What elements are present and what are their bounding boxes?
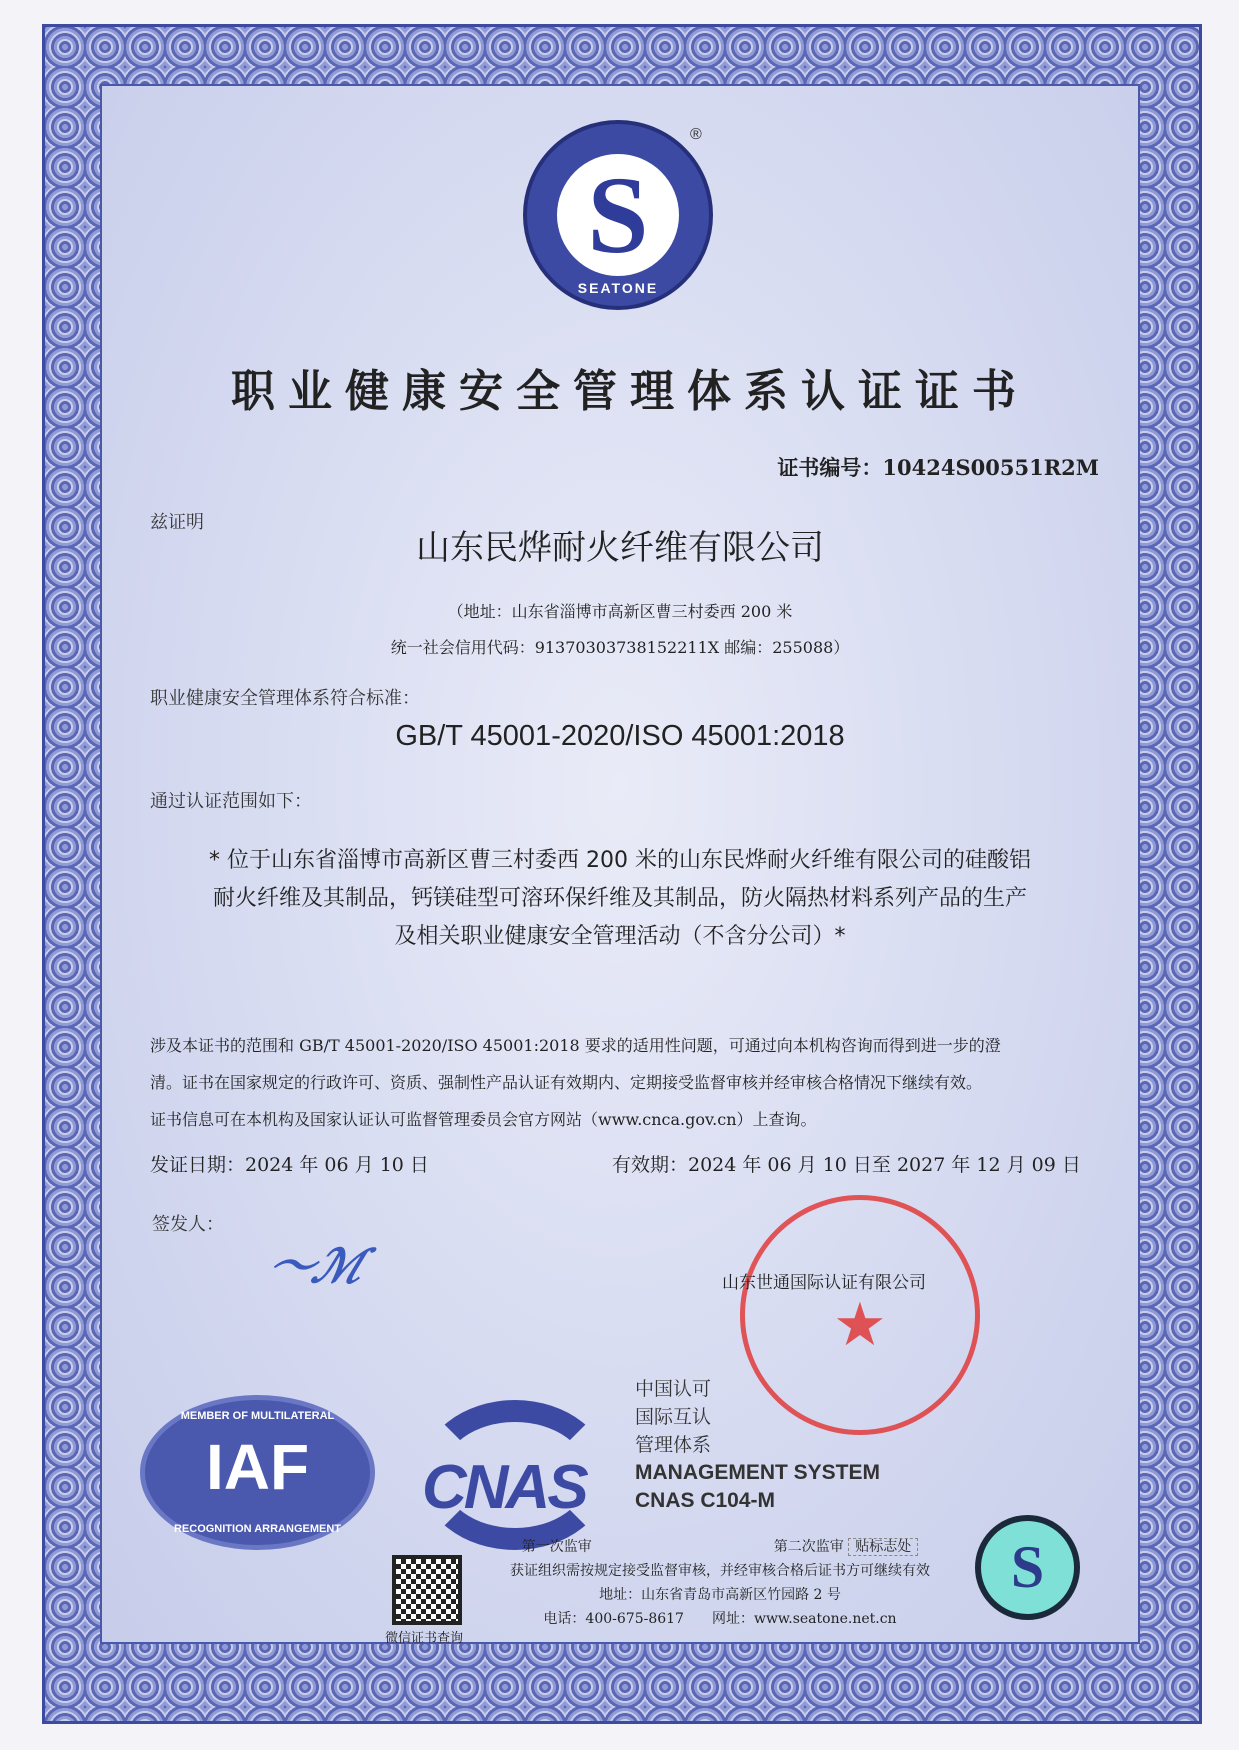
notice-line: 清。证书在国家规定的行政许可、资质、强制性产品认证有效期内、定期接受监督审核并经审核合格情况下继续有效。: [150, 1073, 983, 1092]
cnas-logo: CNAS: [420, 1400, 610, 1550]
sticker-area: 贴标志处: [848, 1538, 918, 1556]
standard-label: 职业健康安全管理体系符合标准：: [150, 688, 420, 709]
cnas-text: 中国认可 国际互认 管理体系 MANAGEMENT SYSTEM CNAS C104-M: [635, 1378, 881, 1512]
qr-label: 微信证书查询: [385, 1631, 464, 1646]
validity-period: 有效期：2024 年 06 月 10 日至 2027 年 12 月 09 日: [612, 1154, 1081, 1176]
iaf-logo: MEMBER OF MULTILATERAL IAF RECOGNITION ARRANGEMENT: [140, 1395, 375, 1550]
certificate-number: [777, 452, 1099, 482]
footer-website: 网址：www.seatone.net.cn: [711, 1611, 897, 1627]
scope-label: 通过认证范围如下：: [150, 791, 312, 812]
issuer-name: 山东世通国际认证有限公司: [722, 1273, 926, 1293]
star-icon: ★: [833, 1290, 887, 1360]
signature: 〜ℳ: [259, 1241, 374, 1292]
scope-line: * 位于山东省淄博市高新区曹三村委西 200 米的山东民烨耐火纤维有限公司的硅酸铝: [209, 848, 1031, 873]
signer-label: 签发人：: [152, 1214, 224, 1235]
footer-info: [480, 1535, 960, 1631]
hologram-seal: S: [975, 1515, 1080, 1620]
footer-rule: 获证组织需按规定接受监督审核，并经审核合格后证书方可继续有效: [510, 1563, 930, 1579]
seatone-logo: S SEATONE: [523, 120, 713, 310]
qr-code[interactable]: [392, 1555, 462, 1625]
credit-code-line: 统一社会信用代码：91370303738152211X 邮编：255088）: [390, 638, 850, 657]
notice-text: [150, 1027, 1100, 1138]
issue-date: 发证日期：2024 年 06 月 10 日: [150, 1154, 429, 1176]
company-name: 山东民烨耐火纤维有限公司: [416, 528, 824, 568]
second-audit-label: 第二次监审: [773, 1539, 844, 1555]
certify-label: 兹证明: [150, 512, 204, 533]
scope-line: 耐火纤维及其制品，钙镁硅型可溶环保纤维及其制品，防火隔热材料系列产品的生产: [212, 886, 1027, 911]
certificate-title: 职业健康安全管理体系认证证书: [231, 366, 1029, 417]
notice-line: 证书信息可在本机构及国家认证认可监督管理委员会官方网站（www.cnca.gov.cn）上查询。: [150, 1110, 817, 1129]
company-address: [160, 594, 1080, 666]
certification-scope: [160, 842, 1080, 956]
first-audit-label: 第一次监审: [521, 1539, 592, 1555]
standard: GB/T 45001-2020/ISO 45001:2018: [395, 720, 845, 752]
registered-mark: ®: [690, 126, 702, 143]
cert-no-label: 证书编号：: [777, 455, 883, 480]
cert-no-value: 10424S00551R2M: [882, 455, 1099, 480]
notice-line: 涉及本证书的范围和 GB/T 45001-2020/ISO 45001:2018 要求的适用性问题，可通过向本机构咨询而得到进一步的澄: [150, 1036, 1001, 1055]
address-line: （地址：山东省淄博市高新区曹三村委西 200 米: [447, 602, 793, 621]
footer-address: 地址：山东省青岛市高新区竹园路 2 号: [599, 1587, 841, 1603]
scope-line: 及相关职业健康安全管理活动（不含分公司）*: [394, 924, 846, 949]
footer-phone: 电话：400-675-8617: [543, 1611, 684, 1627]
